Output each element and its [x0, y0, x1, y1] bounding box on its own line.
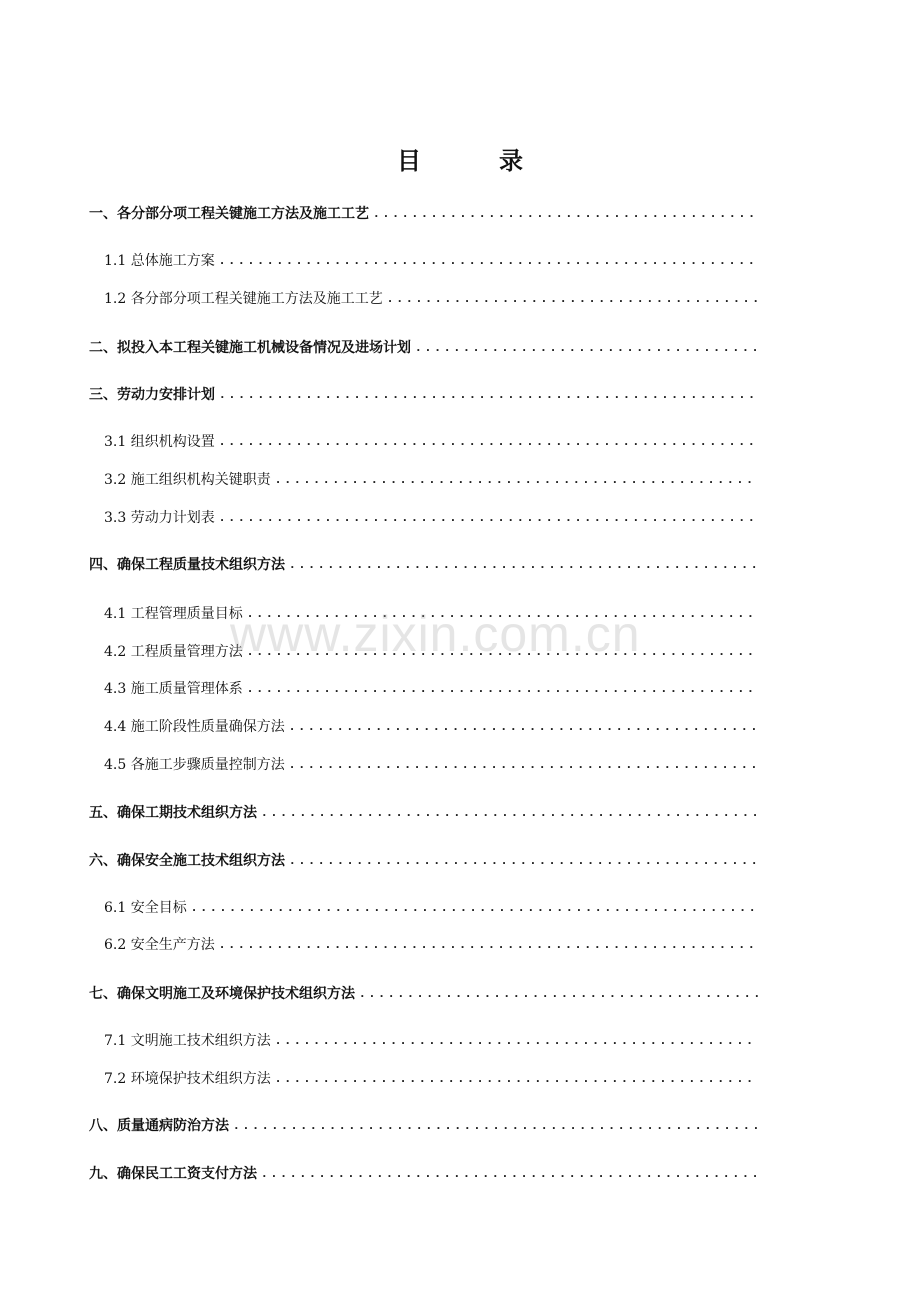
- dot-leader: [359, 984, 758, 1004]
- dot-leader: [373, 204, 758, 224]
- toc-entry-7[interactable]: [89, 982, 758, 1004]
- toc-entry-6[interactable]: [89, 849, 758, 871]
- dot-leader: [219, 251, 758, 271]
- toc-entry-4-2[interactable]: [104, 640, 758, 662]
- toc-entry-text: 九、确保民工工资支付方法: [89, 1166, 257, 1182]
- toc-entry-8[interactable]: [89, 1114, 758, 1136]
- toc-entry-text: 6.1 安全目标: [104, 900, 187, 916]
- toc-entry-3-2[interactable]: [104, 468, 758, 490]
- toc-entry-text: 3.1 组织机构设置: [104, 434, 215, 450]
- toc-entry-text: 二、拟投入本工程关键施工机械设备情况及进场计划: [89, 340, 411, 356]
- toc-entry-text: 6.2 安全生产方法: [104, 937, 215, 953]
- dot-leader: [247, 679, 758, 699]
- dot-leader: [289, 851, 758, 871]
- toc-entry-text: 4.1 工程管理质量目标: [104, 606, 243, 622]
- toc-entry-text: 3.3 劳动力计划表: [104, 510, 215, 526]
- page-title: 目录: [397, 147, 601, 175]
- toc-entry-text: 三、劳动力安排计划: [89, 387, 215, 403]
- toc-entry-1[interactable]: [89, 202, 758, 224]
- toc-entry-4-1[interactable]: [104, 602, 758, 624]
- toc-entry-4-3[interactable]: [104, 677, 758, 699]
- toc-entry-text: 五、确保工期技术组织方法: [89, 805, 257, 821]
- dot-leader: [247, 604, 758, 624]
- dot-leader: [219, 508, 758, 528]
- toc-entry-text: 七、确保文明施工及环境保护技术组织方法: [89, 986, 355, 1002]
- dot-leader: [219, 385, 758, 405]
- dot-leader: [219, 935, 758, 955]
- toc-entry-7-2[interactable]: [104, 1067, 758, 1089]
- toc-entry-4-5[interactable]: [104, 753, 758, 775]
- dot-leader: [261, 803, 758, 823]
- toc-entry-text: 八、质量通病防治方法: [89, 1118, 229, 1134]
- toc-entry-4-4[interactable]: [104, 715, 758, 737]
- toc-entry-6-2[interactable]: [104, 933, 758, 955]
- dot-leader: [415, 338, 758, 358]
- dot-leader: [289, 755, 758, 775]
- dot-leader: [233, 1116, 758, 1136]
- toc-entry-text: 四、确保工程质量技术组织方法: [89, 557, 285, 573]
- watermark-text: www.zixin.com.cn: [230, 606, 641, 662]
- toc-entry-text: 7.2 环境保护技术组织方法: [104, 1071, 271, 1087]
- toc-entry-text: 一、各分部分项工程关键施工方法及施工工艺: [89, 206, 369, 222]
- toc-entry-text: 4.3 施工质量管理体系: [104, 681, 243, 697]
- dot-leader: [219, 432, 758, 452]
- toc-entry-text: 4.5 各施工步骤质量控制方法: [104, 757, 285, 773]
- toc-entry-9[interactable]: [89, 1162, 758, 1184]
- toc-entry-7-1[interactable]: [104, 1029, 758, 1051]
- dot-leader: [387, 289, 758, 309]
- dot-leader: [289, 555, 758, 575]
- toc-entry-1-1[interactable]: [104, 249, 758, 271]
- toc-entry-4[interactable]: [89, 553, 758, 575]
- toc-entry-text: 4.4 施工阶段性质量确保方法: [104, 719, 285, 735]
- dot-leader: [289, 717, 758, 737]
- toc-entry-text: 3.2 施工组织机构关键职责: [104, 472, 271, 488]
- toc-entry-6-1[interactable]: [104, 896, 758, 918]
- toc-entry-1-2[interactable]: [104, 287, 758, 309]
- toc-entry-text: 4.2 工程质量管理方法: [104, 644, 243, 660]
- toc-entry-3[interactable]: [89, 383, 758, 405]
- toc-entry-3-3[interactable]: [104, 506, 758, 528]
- toc-entry-5[interactable]: [89, 801, 758, 823]
- toc-entry-text: 六、确保安全施工技术组织方法: [89, 853, 285, 869]
- toc-entry-3-1[interactable]: [104, 430, 758, 452]
- dot-leader: [261, 1164, 758, 1184]
- dot-leader: [275, 1069, 758, 1089]
- toc-entry-text: 1.2 各分部分项工程关键施工方法及施工工艺: [104, 291, 383, 307]
- toc-entry-2[interactable]: [89, 336, 758, 358]
- dot-leader: [275, 470, 758, 490]
- dot-leader: [247, 642, 758, 662]
- toc-entry-text: 7.1 文明施工技术组织方法: [104, 1033, 271, 1049]
- dot-leader: [191, 898, 758, 918]
- dot-leader: [275, 1031, 758, 1051]
- toc-entry-text: 1.1 总体施工方案: [104, 253, 215, 269]
